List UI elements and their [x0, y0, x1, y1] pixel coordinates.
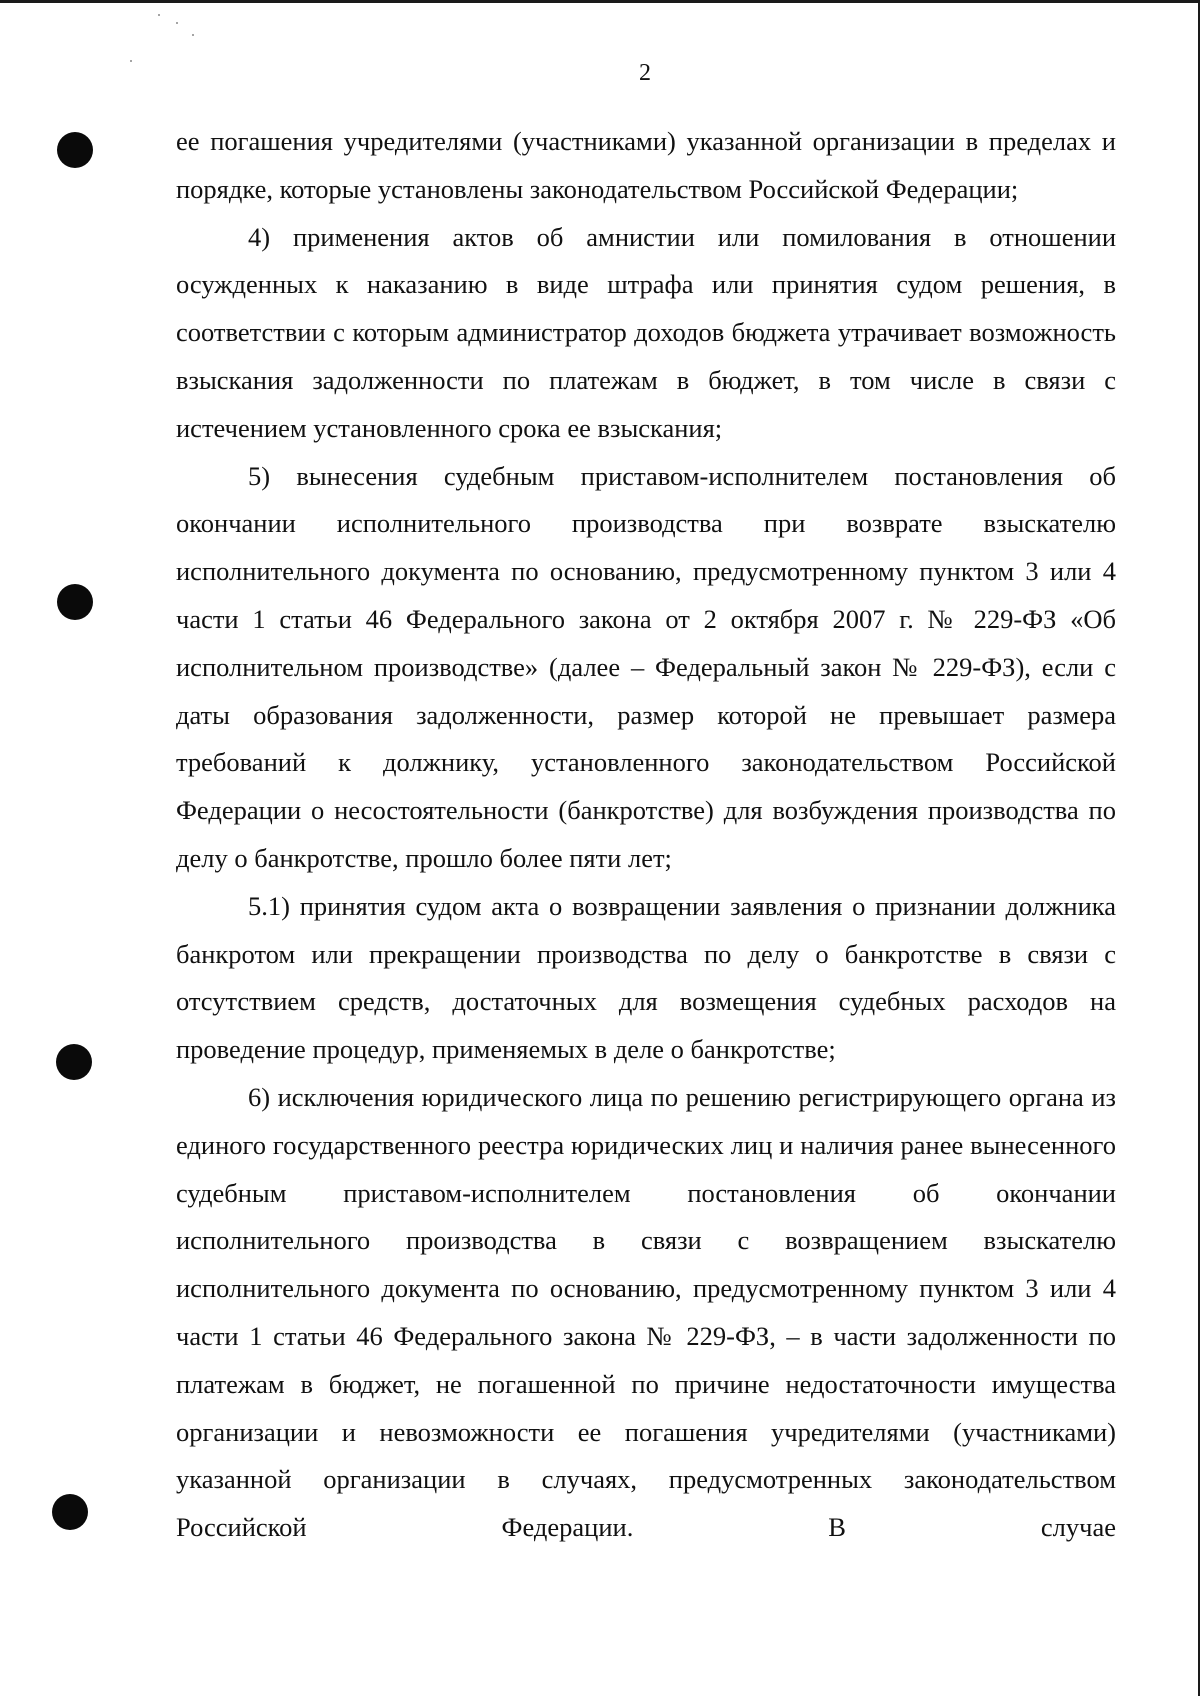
punch-hole-icon [57, 132, 93, 168]
paragraph-continuation: ее погашения учредителями (участниками) указанной организации в пределах и порядке, которые установлены законодательством Российской Федерации; [176, 126, 1116, 204]
punch-hole-icon [52, 1494, 88, 1530]
paragraph-item-4: 4) применения актов об амнистии или помилования в отношении осужденных к наказанию в виде штрафа или принятия судом решения, в соответствии с которым администратор доходов бюджета утрачивает возможность взыскания задолженности по платежам в бюджет, в том числе в связи с истечением установленного срока ее взыскания; [176, 221, 1116, 443]
punch-hole-icon [57, 584, 93, 620]
page-number: 2 [639, 60, 651, 86]
document-body [176, 118, 1116, 1552]
paragraph-item-6: 6) исключения юридического лица по решению регистрирующего органа из единого государственного реестра юридических лиц и наличия ранее вынесенного судебным приставом-исполнителем постановления об окончании исполнительного производства в связи с возвращением взыскателю исполнительного документа по основанию, предусмотренному пунктом 3 или 4 части 1 статьи 46 Федерального закона № 229-ФЗ, – в части задолженности по платежам в бюджет, не погашенной по причине недостаточности имущества организации и невозможности ее погашения учредителями (участниками) указанной организации в случаях, предусмотренных законодательством Российской Федерации. В случае [176, 1081, 1116, 1543]
paragraph-item-5: 5) вынесения судебным приставом-исполнителем постановления об окончании исполнительного производства при возврате взыскателю исполнительного документа по основанию, предусмотренному пунктом 3 или 4 части 1 статьи 46 Федерального закона от 2 октября 2007 г. № 229-ФЗ «Об исполнительном производстве» (далее – Федеральный закон № 229-ФЗ), если с даты образования задолженности, размер которой не превышает размера требований к должнику, установленного законодательством Российской Федерации о несостоятельности (банкротстве) для возбуждения производства по делу о банкротстве, прошло более пяти лет; [176, 460, 1116, 873]
scan-speck [158, 14, 160, 16]
punch-hole-icon [56, 1044, 92, 1080]
scan-edge-top [0, 0, 1200, 3]
scan-speck [192, 34, 194, 36]
paragraph-item-5-1: 5.1) принятия судом акта о возвращении заявления о признании должника банкротом или прекращении производства по делу о банкротстве в связи с отсутствием средств, достаточных для возмещения судебных расходов на проведение процедур, применяемых в деле о банкротстве; [176, 890, 1116, 1065]
scan-speck [176, 22, 178, 24]
